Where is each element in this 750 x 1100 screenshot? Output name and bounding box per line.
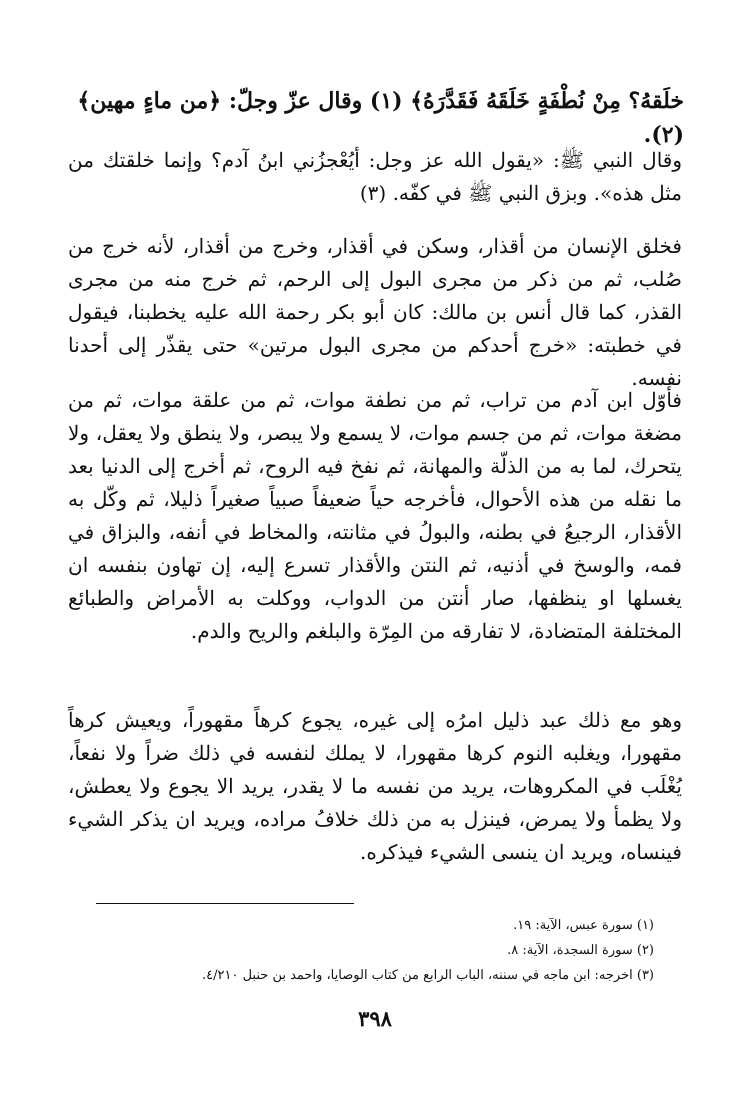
page-number: ٣٩٨ xyxy=(358,1006,392,1031)
footnote-divider xyxy=(96,903,354,904)
footnote-item: (٣) اخرجه: ابن ماجه في سننه، الباب الرابع من كتاب الوصايا، واحمد بن حنبل ٤/٢١٠. xyxy=(202,968,654,983)
verse-continuation-line: خلَقهُ؟ مِنْ نُطْفَةٍ خَلَقَهُ فَقَدَّرَهُ﴾ (١) وقال عزّ وجلّ: ﴿من ماءٍ مهين﴾ (٢). xyxy=(77,88,684,148)
footnote-item: (١) سورة عبس، الآية: ١٩. xyxy=(513,918,654,933)
footnote-item: (٢) سورة السجدة، الآية: ٨. xyxy=(507,943,654,958)
footnotes-list xyxy=(64,913,654,988)
paragraph-stages-of-creation: فأوّل ابن آدم من تراب، ثم من نطفة موات، ثم من علقة موات، ثم من مضغة موات، ثم من جسم موات، لا يسمع ولا يبصر، ولا ينطق ولا يعقل، ولا يتحرك، لما به من الذلّة والمهانة، ثم نفخ فيه الروح، ثم أخرج إلى الدنيا بعد ما نقله من هذه الأحوال، فأخرجه حياً ضعيفاً صبياً صغيراً ذليلا، ثم وكّل به الأقذار، الرجيعُ في بطنه، والبولُ في مثانته، والمخاط في أنفه، والبزاق في فمه، والوسخ في أذنيه، ثم النتن والأقذار تسرع إليه، إن تهاون بنفسه ان يغسلها او ينظفها، صار أنتن من الدواب، ووكلت به الأمراض والطبائع المختلفة المتضادة، لا تفارقه من المِرّة والبلغم والريح والدم. xyxy=(68,388,682,643)
paragraph-creation-from-filth: فخلق الإنسان من أقذار، وسكن في أقذار، وخرج من أقذار، لأنه خرج من صُلب، ثم من ذكر من مجرى البول إلى الرحم، ثم خرج منه من مجرى القذر، كما قال أنس بن مالك: كان أبو بكر رحمة الله عليه يخطبنا، فيقول في خطبته: «خرج أحدكم من مجرى البول مرتين» حتى يقذّر إلى أحدنا نفسه. xyxy=(68,234,682,390)
paragraph-human-weakness: وهو مع ذلك عبد ذليل امرُه إلى غيره، يجوع كرهاً مقهوراً، ويعيش كرهاً مقهورا، ويغلبه النوم كرها مقهورا، لا يملك لنفسه في ذلك ضراً ولا نفعاً، يُغْلَب في المكروهات، يريد من نفسه ما لا يقدر، يريد الا يجوع ولا يعطش، ولا يظمأ ولا يمرض، فينزل به من ذلك خلافُ مراده، ويريد ان يذكر الشيء فينساه، ويريد ان ينسى الشيء فيذكره. xyxy=(68,708,682,864)
paragraph-hadith: وقال النبي ﷺ: «يقول الله عز وجل: أيُعْجزُني ابنُ آدم؟ وإنما خلقتك من مثل هذه». وبزق النبي ﷺ في كفّه. (٣) xyxy=(68,148,682,205)
